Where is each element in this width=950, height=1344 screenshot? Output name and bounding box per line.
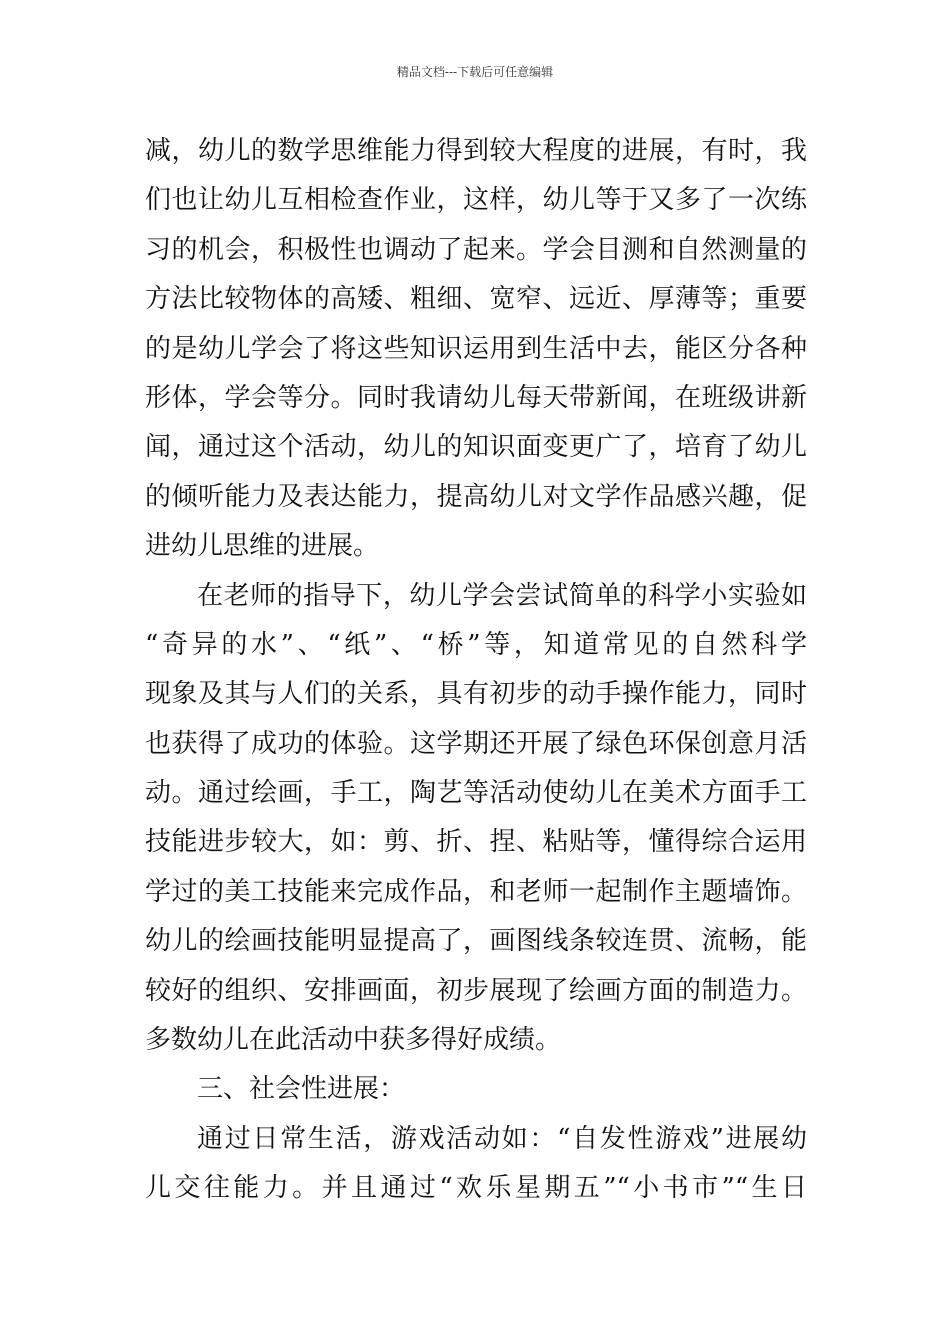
text-line: “奇异的水”、“纸”、“桥”等，知道常见的自然科学 — [145, 629, 807, 660]
text-line: 方法比较物体的高矮、粗细、宽窄、远近、厚薄等；重要 — [145, 284, 807, 315]
text-line: 通过日常生活，游戏活动如：“自发性游戏”进展幼 — [197, 1123, 807, 1154]
text-line: 动。通过绘画，手工，陶艺等活动使幼儿在美术方面手工 — [145, 778, 807, 809]
text-line: 减，幼儿的数学思维能力得到较大程度的进展，有时，我 — [145, 136, 807, 166]
text-line: 闻，通过这个活动，幼儿的知识面变更广了，培育了幼儿 — [145, 432, 807, 463]
text-line: 技能进步较大，如：剪、折、捏、粘贴等，懂得综合运用 — [145, 827, 807, 858]
text-line: 在老师的指导下，幼儿学会尝试简单的科学小实验如 — [197, 580, 807, 611]
text-line: 的倾听能力及表达能力，提高幼儿对文学作品感兴趣，促 — [145, 481, 807, 512]
text-line: 儿交往能力。并且通过“欢乐星期五”“小书市”“生日 — [145, 1173, 807, 1204]
text-line: 习的机会，积极性也调动了起来。学会目测和自然测量的 — [145, 234, 807, 265]
text-line: 多数幼儿在此活动中获多得好成绩。 — [145, 1025, 562, 1056]
text-line: 学过的美工技能来完成作品，和老师一起制作主题墙饰。 — [145, 876, 807, 907]
text-line: 的是幼儿学会了将这些知识运用到生活中去，能区分各种 — [145, 333, 807, 364]
text-line: 三、社会性进展： — [197, 1074, 406, 1105]
text-line: 幼儿的绘画技能明显提高了，画图线条较连贯、流畅，能 — [145, 926, 807, 957]
text-line: 们也让幼儿互相检查作业，这样，幼儿等于又多了一次练 — [145, 185, 807, 216]
text-line: 现象及其与人们的关系，具有初步的动手操作能力，同时 — [145, 679, 807, 710]
text-line: 也获得了成功的体验。这学期还开展了绿色环保创意月活 — [145, 728, 807, 759]
text-line: 形体，学会等分。同时我请幼儿每天带新闻，在班级讲新 — [145, 382, 807, 413]
text-line: 较好的组织、安排画面，初步展现了绘画方面的制造力。 — [145, 975, 807, 1006]
body-text — [145, 127, 807, 1214]
text-line: 进幼儿思维的进展。 — [145, 531, 380, 562]
page-header: 精品文档---下载后可任意编辑 — [396, 65, 554, 79]
